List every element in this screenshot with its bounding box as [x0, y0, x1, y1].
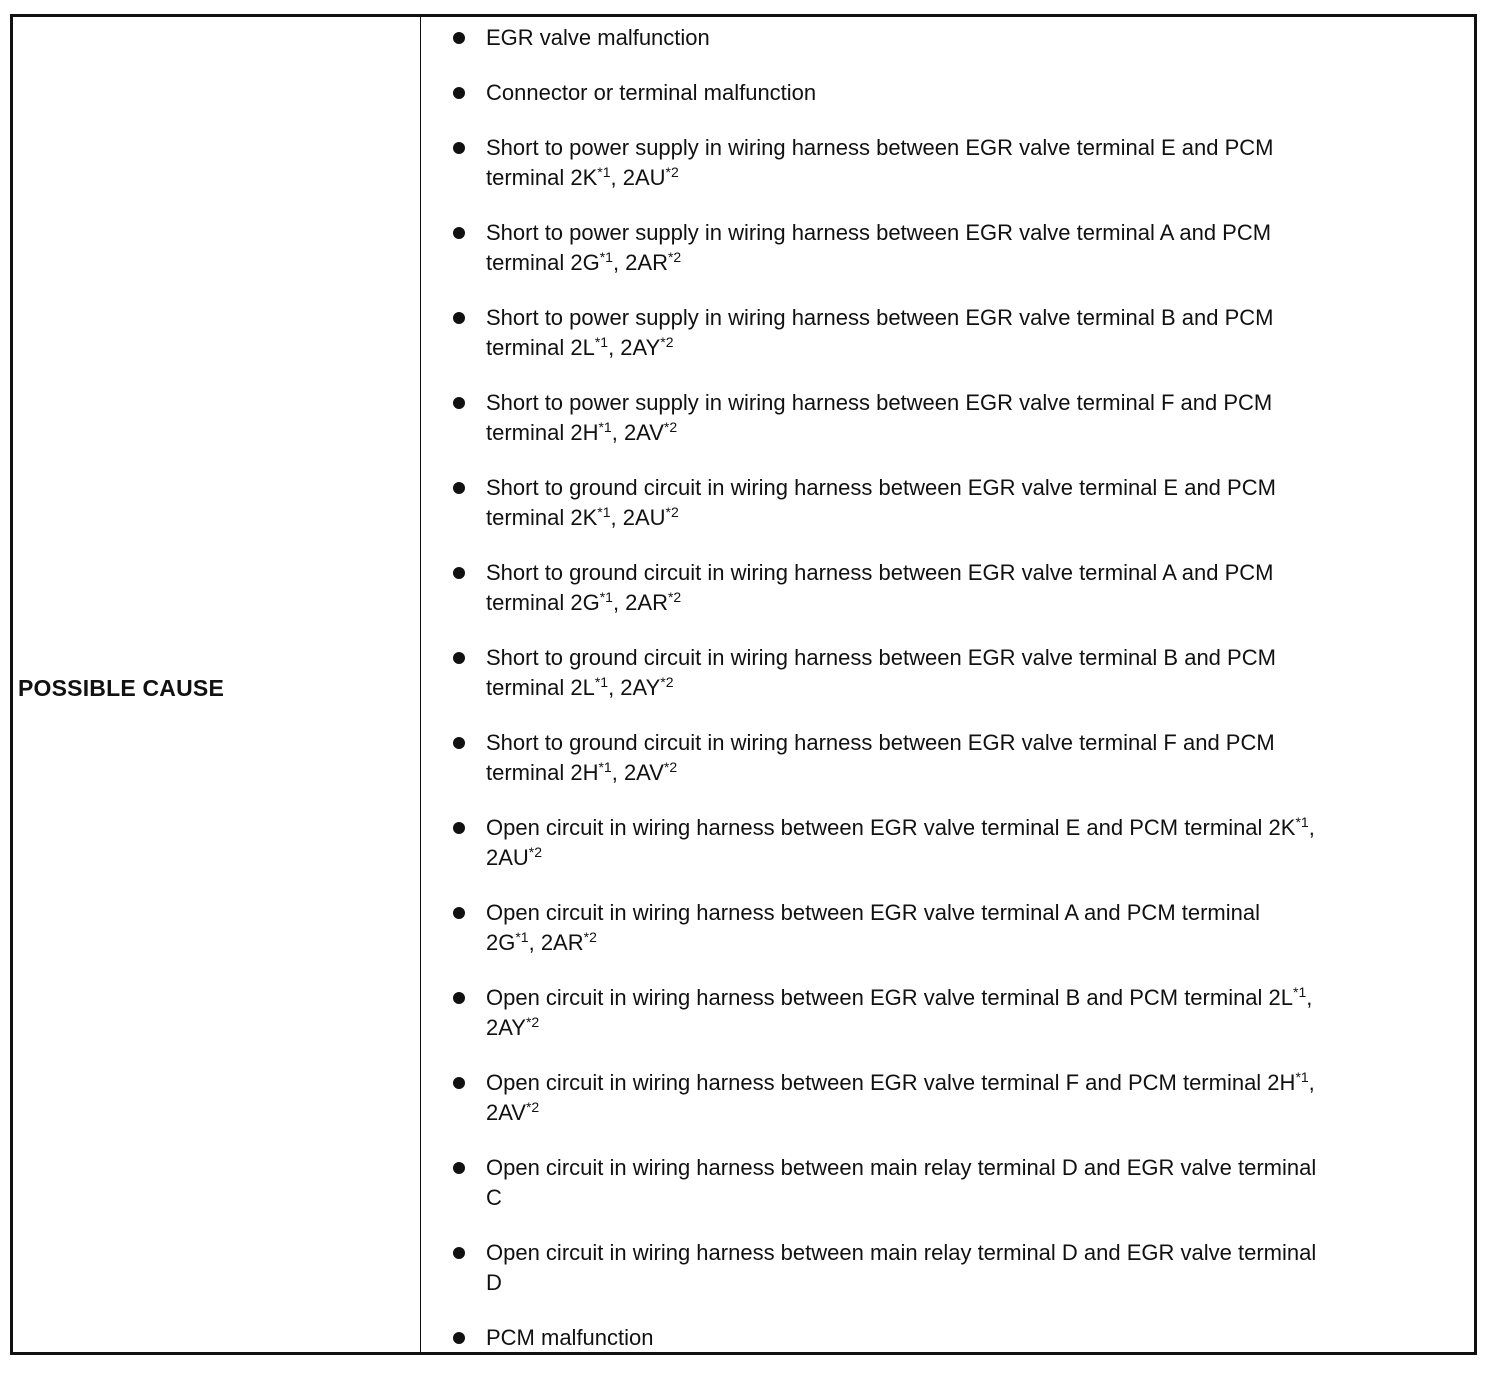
- cause-text: [486, 1153, 1441, 1213]
- cause-segment: PCM malfunction: [486, 1325, 654, 1350]
- cause-line: [486, 588, 1441, 618]
- cause-line: [486, 643, 1441, 673]
- cause-segment: ,: [1308, 815, 1315, 840]
- bullet-icon: [453, 32, 465, 44]
- cause-segment: , 2AY: [608, 335, 661, 360]
- cause-line: [486, 1013, 1441, 1043]
- cause-line: [486, 1238, 1441, 1268]
- bullet-icon: [453, 822, 465, 834]
- cause-segment: Short to ground circuit in wiring harness between EGR valve terminal A and PCM: [486, 560, 1274, 585]
- bullet-icon: [453, 142, 465, 154]
- cause-line: [486, 23, 1441, 53]
- bullet-icon: [453, 1247, 465, 1259]
- cause-line: [486, 1323, 1441, 1353]
- footnote-marker: *1: [1295, 814, 1309, 830]
- footnote-marker: *1: [599, 589, 613, 605]
- cause-segment: 2AU: [486, 845, 529, 870]
- footnote-marker: *1: [1293, 984, 1307, 1000]
- cause-segment: EGR valve malfunction: [486, 25, 710, 50]
- cause-line: [486, 218, 1441, 248]
- bullet-icon: [453, 87, 465, 99]
- cause-segment: ,: [1306, 985, 1313, 1010]
- label-cell: [13, 17, 420, 1352]
- cause-text: [486, 388, 1441, 448]
- cause-segment: Open circuit in wiring harness between main relay terminal D and EGR valve terminal: [486, 1155, 1317, 1180]
- cause-text: [486, 1323, 1441, 1353]
- cause-segment: Short to power supply in wiring harness between EGR valve terminal F and PCM: [486, 390, 1273, 415]
- bullet-icon: [453, 227, 465, 239]
- cause-line: [486, 983, 1441, 1013]
- cause-text: [486, 78, 1441, 108]
- footnote-marker: *2: [528, 844, 543, 860]
- cause-line: [486, 728, 1441, 758]
- cause-segment: Short to power supply in wiring harness between EGR valve terminal B and PCM: [486, 305, 1274, 330]
- bullet-icon: [453, 567, 465, 579]
- cause-line: [486, 928, 1441, 958]
- cause-line: [486, 1268, 1441, 1298]
- cause-line: [486, 813, 1441, 843]
- cause-line: [486, 898, 1441, 928]
- cause-segment: terminal 2L: [486, 675, 595, 700]
- bullet-icon: [453, 397, 465, 409]
- cause-line: [486, 1098, 1441, 1128]
- bullet-icon: [453, 312, 465, 324]
- cause-segment: , 2AY: [608, 675, 661, 700]
- cause-line: [486, 673, 1441, 703]
- cause-line: [486, 418, 1441, 448]
- cause-line: [486, 133, 1441, 163]
- footnote-marker: *2: [660, 674, 674, 690]
- cause-line: [486, 473, 1441, 503]
- cause-text: [486, 643, 1441, 703]
- footnote-marker: *1: [598, 419, 612, 435]
- footnote-marker: *1: [597, 164, 611, 180]
- cause-segment: terminal 2K: [486, 165, 598, 190]
- cause-text: [486, 558, 1441, 618]
- cause-segment: , 2AR: [612, 590, 668, 615]
- cause-segment: terminal 2L: [486, 335, 595, 360]
- cause-segment: terminal 2H: [486, 760, 599, 785]
- cause-segment: Open circuit in wiring harness between EGR valve terminal B and PCM terminal 2L: [486, 985, 1294, 1010]
- cause-segment: D: [486, 1270, 502, 1295]
- cause-text: [486, 983, 1441, 1043]
- cause-line: [486, 1153, 1441, 1183]
- footnote-marker: *2: [665, 504, 679, 520]
- cause-segment: terminal 2H: [486, 420, 599, 445]
- footnote-marker: *2: [583, 929, 597, 945]
- cause-segment: Open circuit in wiring harness between main relay terminal D and EGR valve terminal: [486, 1240, 1317, 1265]
- cause-segment: 2AV: [486, 1100, 526, 1125]
- cause-segment: , 2AU: [610, 505, 666, 530]
- footnote-marker: *2: [660, 334, 674, 350]
- cause-line: [486, 163, 1441, 193]
- cause-line: [486, 558, 1441, 588]
- cause-segment: terminal 2G: [486, 590, 600, 615]
- cause-text: [486, 1068, 1441, 1128]
- cause-line: [486, 503, 1441, 533]
- footnote-marker: *1: [515, 929, 529, 945]
- cause-segment: , 2AR: [612, 250, 668, 275]
- footnote-marker: *1: [597, 504, 611, 520]
- footnote-marker: *1: [594, 674, 609, 690]
- cause-segment: Short to ground circuit in wiring harness between EGR valve terminal B and PCM: [486, 645, 1276, 670]
- cause-segment: Open circuit in wiring harness between EGR valve terminal E and PCM terminal 2K: [486, 815, 1296, 840]
- cause-text: [486, 1238, 1441, 1298]
- bullet-icon: [453, 482, 465, 494]
- footnote-marker: *2: [525, 1014, 540, 1030]
- cause-segment: Open circuit in wiring harness between EGR valve terminal A and PCM terminal: [486, 900, 1261, 925]
- footnote-marker: *2: [667, 249, 682, 265]
- cause-text: [486, 813, 1441, 873]
- cause-segment: Open circuit in wiring harness between EGR valve terminal F and PCM terminal 2H: [486, 1070, 1296, 1095]
- footnote-marker: *2: [665, 164, 679, 180]
- cause-segment: , 2AU: [610, 165, 666, 190]
- cause-line: [486, 78, 1441, 108]
- footnote-marker: *2: [663, 759, 678, 775]
- footnote-marker: *2: [667, 589, 682, 605]
- footnote-marker: *1: [594, 334, 609, 350]
- cause-segment: Short to power supply in wiring harness between EGR valve terminal E and PCM: [486, 135, 1274, 160]
- cause-line: [486, 843, 1441, 873]
- cause-line: [486, 1068, 1441, 1098]
- footnote-marker: *2: [663, 419, 678, 435]
- bullet-icon: [453, 907, 465, 919]
- bullet-icon: [453, 1332, 465, 1344]
- bullet-icon: [453, 992, 465, 1004]
- possible-cause-label: POSSIBLE CAUSE: [18, 675, 225, 701]
- footnote-marker: *1: [599, 249, 613, 265]
- cause-segment: Connector or terminal malfunction: [486, 80, 817, 105]
- cause-text: [486, 23, 1441, 53]
- cause-line: [486, 1183, 1441, 1213]
- cause-segment: terminal 2K: [486, 505, 598, 530]
- cause-line: [486, 758, 1441, 788]
- cause-segment: terminal 2G: [486, 250, 600, 275]
- footnote-marker: *1: [1295, 1069, 1309, 1085]
- bullet-icon: [453, 1162, 465, 1174]
- bullet-icon: [453, 737, 465, 749]
- cause-text: [486, 728, 1441, 788]
- cause-line: [486, 303, 1441, 333]
- cause-segment: Short to ground circuit in wiring harness between EGR valve terminal E and PCM: [486, 475, 1276, 500]
- column-divider: [420, 17, 421, 1352]
- cause-segment: C: [486, 1185, 502, 1210]
- cause-segment: 2G: [486, 930, 516, 955]
- cause-text: [486, 898, 1441, 958]
- bullet-icon: [453, 1077, 465, 1089]
- cause-segment: , 2AV: [611, 760, 664, 785]
- cause-line: [486, 248, 1441, 278]
- cause-text: [486, 218, 1441, 278]
- cause-segment: Short to power supply in wiring harness between EGR valve terminal A and PCM: [486, 220, 1272, 245]
- cause-segment: ,: [1308, 1070, 1315, 1095]
- cause-line: [486, 388, 1441, 418]
- cause-text: [486, 473, 1441, 533]
- footnote-marker: *1: [598, 759, 612, 775]
- cause-segment: , 2AR: [528, 930, 584, 955]
- cause-segment: Short to ground circuit in wiring harness between EGR valve terminal F and PCM: [486, 730, 1275, 755]
- bullet-icon: [453, 652, 465, 664]
- footnote-marker: *2: [525, 1099, 540, 1115]
- cause-text: [486, 303, 1441, 363]
- cause-segment: 2AY: [486, 1015, 526, 1040]
- cause-segment: , 2AV: [611, 420, 664, 445]
- cause-text: [486, 133, 1441, 193]
- cause-line: [486, 333, 1441, 363]
